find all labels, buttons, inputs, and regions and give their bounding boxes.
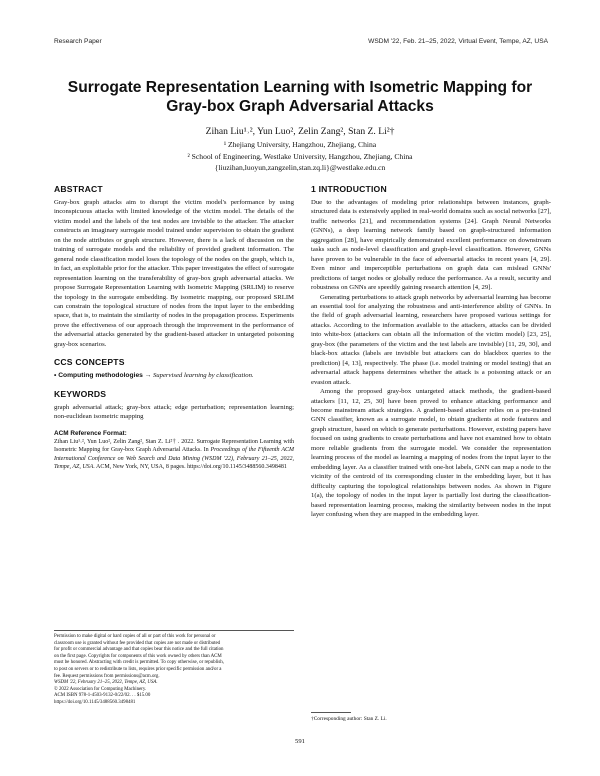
ccs-arrow: → — [142, 372, 153, 380]
abstract-heading: ABSTRACT — [54, 184, 103, 194]
isbn-line: ACM ISBN 978-1-4503-9132-0/22/02. . . $15.00 — [54, 693, 151, 699]
author-list: Zihan Liu¹˒², Yun Luo², Zelin Zang², Stan Z. Li²† — [205, 126, 395, 137]
permission-line: must be honored. Abstracting with credit is permitted. To copy otherwise, or republish, — [54, 660, 224, 666]
ccs-section — [54, 357, 294, 380]
affiliation-2: ² School of Engineering, Westlake University, Hangzhou, Zhejiang, China — [187, 152, 413, 161]
affiliation-1: ¹ Zhejiang University, Hangzhou, Zhejiang, China — [223, 140, 377, 149]
permission-line: fee. Request permissions from permissions@acm.org. — [54, 673, 160, 679]
permission-line: on the first page. Copyrights for components of this work owned by others than ACM — [54, 653, 222, 659]
author-emails: {liuzihan,luoyun,zangzelin,stan.zq.li}@westlake.edu.cn — [214, 163, 386, 172]
reference-venue: Proceedings of the Fifteenth ACM International Conference on Web Search and Data Mining (WSDM '22), February 21–25, 2022, Tempe, AZ, USA. — [54, 447, 294, 471]
reference-authors: Zihan Liu¹˒², Yun Luo², Zelin Zang², Stan Z. Li²† . 2022. Surrogate Representation Learning with Isometric Mapping for Gray-box Graph Adversarial Attacks. In — [54, 438, 294, 454]
page-number: 591 — [295, 738, 305, 745]
paper-title — [60, 78, 540, 116]
permission-line: classroom use is granted without fee provided that copies are not made or distributed — [54, 640, 221, 646]
intro-paragraph-2: Generating perturbations to attack graph networks by adversarial learning has become an essential tool for analyzing the robustness and anti-interference ability of GNNs. In the field of graph adversarial learning, researchers have proposed various settings for attacks. According to the information available to the attackers, attacks can be divided into white-box (attackers can obtain all the information of the victim model) [23, 25], gray-box (the parameters of the victim and the test labels are invisible) [11, 29, 30], and black-box attacks (labels are invisible but attackers can do blackbox queries to the prediction) [4, 13], respectively. The phase (i.e. model training or model testing) that an adversarial attack happens determines whether the attack is a poisoning attack or an evasion attack. — [311, 293, 551, 386]
running-header-left: Research Paper — [54, 38, 102, 45]
reference-format-label: ACM Reference Format: — [54, 429, 127, 437]
abstract-text: Gray-box graph attacks aim to disrupt the victim model's performance by using inconspicuous attacks with limited knowledge of the victim model. The details of the victim model and the labels of the test nodes are invisible to the attacker. The attacker constructs an imaginary surrogate model trained under supervision to obtain the gradient on the node attributes or graph structure. However, there is a lack of discussion on the training of surrogate models and the reliability of provided gradient information. The general node classification model loses the topology of the nodes on the graph, which is, in fact, an exploitable prior for the attacker. This paper investigates the effect of surrogate representation learning on the transferability of gray-box graph adversarial attacks. We propose Surrogate Representation Learning with Isometric Mapping (SRLIM) to reserve the topology in the surrogate embedding. By isometric mapping, our proposed SRLIM can constrain the topological structure of nodes from the input layer to the embedding space, that is, to maintain the similarity of nodes in the propagation process. Experiments prove the effectiveness of our approach through the improvement in the performance of the adversarial attacks generated by the gradient-based attacker in untargeted poisoning gray-box scenarios. — [54, 199, 294, 348]
intro-paragraph-1: Due to the advantages of modeling prior relationships between instances, graph-structured data is extensively applied in real-world domains such as social networks [27], traffic networks [21], and recommendation systems [24]. Graph Neural Networks (GNNs), a deep learning network family based on graph-structured information aggregation [28], have empirically demonstrated excellent performance on downstream tasks such as node-level classification and graph-level classification. However, GNNs have proven to be vulnerable in the face of adversarial attacks in recent years [4, 29]. Even minor and imperceptible perturbations on graph data can mislead GNNs' predictions of target nodes or globally reduce the performance. As a result, security and robustness on GNNs are speedily gaining research attention [4, 29]. — [311, 199, 551, 292]
footnote-divider — [311, 712, 351, 713]
permission-divider — [54, 630, 294, 631]
permission-block — [54, 634, 294, 707]
reference-format-section — [54, 430, 294, 472]
title-line-2: Gray-box Graph Adversarial Attacks — [166, 98, 434, 115]
ccs-category: • Computing methodologies — [54, 372, 143, 380]
reference-tail: ACM, New York, NY, USA, 8 pages. https://doi.org/10.1145/3488560.3498481 — [94, 464, 287, 471]
introduction-heading: 1 INTRODUCTION — [311, 184, 387, 194]
corresponding-author-footnote: †Corresponding author: Stan Z. Li. — [311, 716, 387, 722]
doi-line: https://doi.org/10.1145/3488560.3498481 — [54, 699, 136, 705]
keywords-text: graph adversarial attack; gray-box attack; edge perturbation; representation learning; non-euclidean isometric mapping — [54, 403, 294, 421]
permission-line: for profit or commercial advantage and that copies bear this notice and the full citation — [54, 647, 224, 653]
permission-line: to post on servers or to redistribute to lists, requires prior specific permission and/or a — [54, 666, 222, 672]
abstract-section — [54, 184, 294, 349]
intro-paragraph-3: Among the proposed gray-box untargeted attack methods, the gradient-based attackers [11, 12, 25, 30] have been proved to enhance attacking performance and become mainstream attack strategies. A gradient-based attacker relies on a pre-trained GNN classifier, known as a surrogate model, to obtain gradients at node features and graph structure, based on which to generate perturbations. However, existing papers have focused on using gradients to create perturbations and have not examined how to obtain more reliable gradients from the surrogate model. We consider the representation learning process of the model as learning a mapping of nodes from the input layer to the embedding layer. As a classifier trained with one-hot labels, GNN can map a node to the vicinity of the centroid of its corresponding cluster in the embedding layer, but it has difficulty capturing the topological relationships between nodes. As shown in Figure 1(a), the topology of nodes in the input layer is partially lost during the classification-based representation learning process, making the similarity between nodes in the input layer confusing when they are mapped in the embedding layer. — [311, 388, 551, 518]
ccs-subcategory: Supervised learning by classification. — [152, 372, 254, 380]
running-header-right: WSDM '22, Feb. 21–25, 2022, Virtual Event, Tempe, AZ, USA — [368, 38, 548, 45]
right-column — [311, 184, 551, 519]
title-line-1: Surrogate Representation Learning with Isometric Mapping for — [67, 79, 533, 96]
left-column — [54, 184, 294, 480]
ccs-concept — [54, 371, 294, 380]
ccs-heading: CCS CONCEPTS — [54, 357, 125, 368]
keywords-heading: KEYWORDS — [54, 388, 107, 399]
keywords-section — [54, 389, 294, 422]
reference-format-text — [54, 438, 294, 472]
copyright-line: © 2022 Association for Computing Machinery. — [54, 686, 147, 692]
permission-line: Permission to make digital or hard copies of all or part of this work for personal or — [54, 634, 216, 639]
conference-line: WSDM '22, February 21–25, 2022, Tempe, AZ, USA. — [54, 680, 158, 686]
